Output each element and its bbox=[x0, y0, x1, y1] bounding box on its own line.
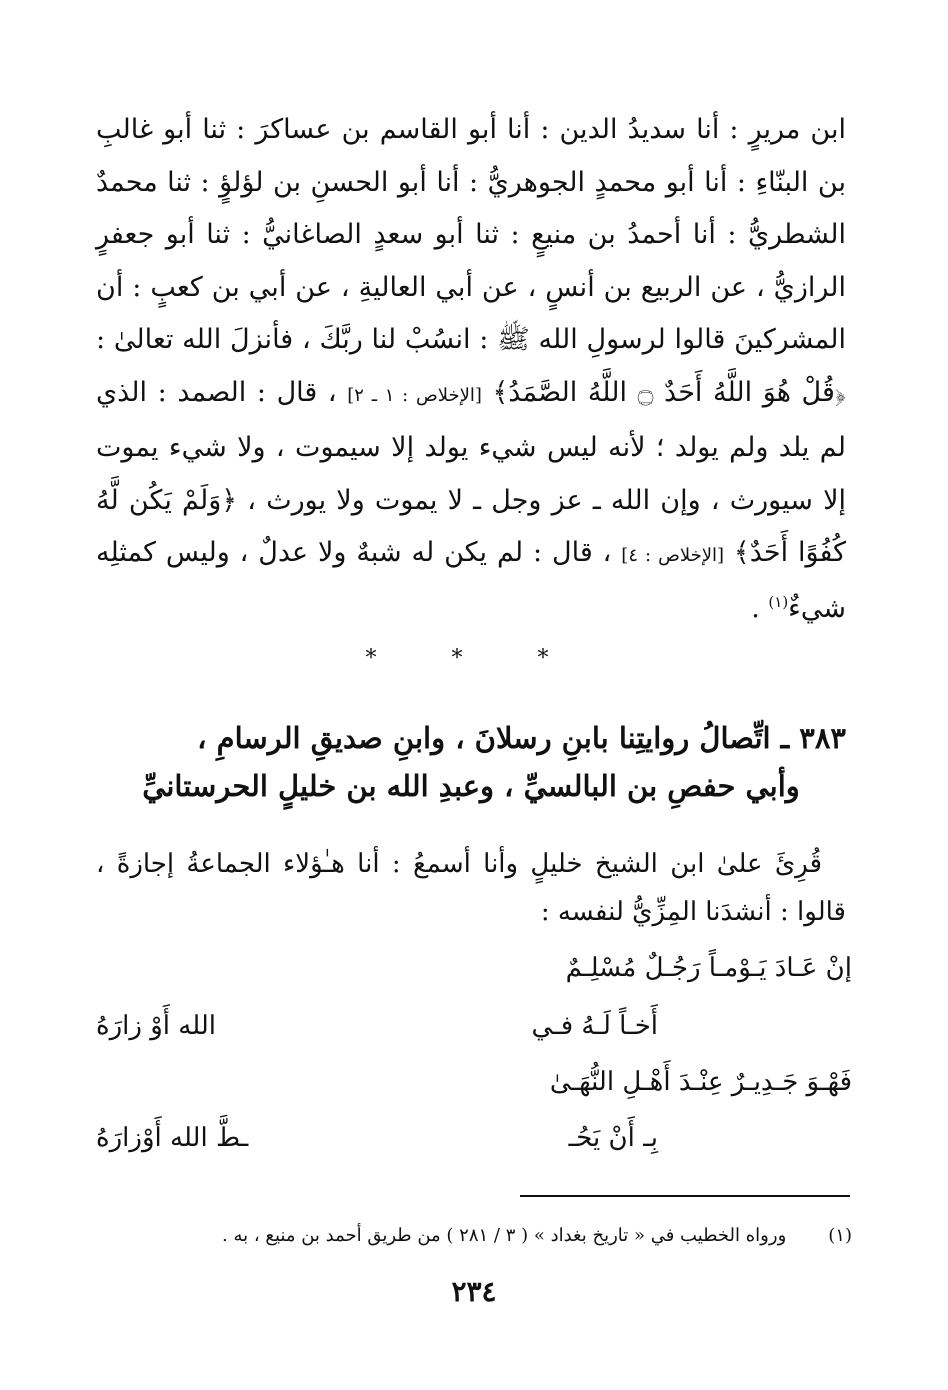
poem-verse-4-start: بِـ أَنْ يَحُـ bbox=[568, 1123, 658, 1153]
quran-verse-1: ﴿قُلْ هُوَ اللَّهُ أَحَدٌ ۝ اللَّهُ الصَّمَدُ﴾ bbox=[492, 376, 846, 408]
quran-reference-1: [الإخلاص : ١ ـ ٢] bbox=[347, 384, 482, 406]
page-number: ٢٣٤ bbox=[451, 1275, 497, 1308]
poem-verse-1: إنْ عَـادَ يَـوْمـاً رَجُـلٌ مُسْلِـمٌ bbox=[565, 953, 852, 983]
main-paragraph bbox=[96, 104, 846, 635]
quran-verse-2: ﴿وَلَمْ يَكُن لَّهُ كُفُوًا أَحَدٌ﴾ bbox=[96, 484, 846, 568]
footnote-divider bbox=[520, 1195, 850, 1197]
section-separator: * * * bbox=[365, 646, 583, 671]
poem-verse-2-start: أَخـاً لَـهُ فـي bbox=[531, 1011, 658, 1041]
footnote bbox=[102, 1222, 852, 1250]
intro-paragraph: قُرِئَ علىٰ ابن الشيخ خليلٍ وأنا أسمعُ : أنا هـٰؤلاء الجماعةُ إجازةً ، قالوا : أنشدَنا المِزِّيُّ لنفسه : bbox=[96, 849, 846, 927]
footnote-text: ورواه الخطيب في « تاريخ بغداد » ( ٣ / ٢٨١ ) من طريق أحمد بن منيع ، به . bbox=[222, 1225, 787, 1246]
footnote-number: (١) bbox=[828, 1225, 852, 1246]
heading-line-1: ٣٨٣ ـ اتِّصالُ روايتِنا بابنِ رسلانَ ، وابنِ صديقِ الرسامِ ، bbox=[197, 721, 846, 755]
paragraph-body bbox=[96, 104, 846, 635]
poem-verse-4-end: ـطَّ الله أَوْزارَهُ bbox=[96, 1123, 249, 1153]
section-heading bbox=[96, 714, 846, 810]
commentary-text: ، قال : الصمد : الذي لم يلد ولم يولد ؛ لأنه ليس شيء يولد إلا سيموت ، ولا شيء يموت إلا سيورث ، وإن الله ـ عز وجل ـ لا يموت ولا يورث ، bbox=[96, 376, 846, 516]
heading-line-2: وأبي حفصِ بن البالسيِّ ، وعبدِ الله بن خليلٍ الحرستانيِّ bbox=[142, 769, 800, 803]
poem-verse-2-end: الله أَوْ زارَهُ bbox=[96, 1011, 216, 1041]
footnote-marker[interactable]: (١) bbox=[768, 592, 789, 611]
poem-verse-3: فَهْـوَ جَـدِيـرٌ عِنْـدَ أَهْـلِ النُّهَـىٰ bbox=[549, 1067, 852, 1097]
quran-reference-2: [الإخلاص : ٤] bbox=[621, 545, 725, 566]
closing-text: ، قال : لم يكن له شبهٌ ولا عدلٌ ، وليس كمثلِه شيءٌ bbox=[96, 537, 846, 624]
isnad-text: ابن مريرٍ : أنا سديدُ الدين : أنا أبو القاسم بن عساكرَ : ثنا أبو غالبِ بن البنّاءِ : أنا أبو محمدٍ الجوهريُّ : أنا أبو الحسنِ بن لؤلؤٍ : ثنا محمدٌ الشطريُّ : أنا أحمدُ بن منيعٍ : ثنا أبو سعدٍ الصاغانيُّ : ثنا أبو جعفرٍ الرازيُّ ، عن الربيع بن أنسٍ ، عن أبي العاليةِ ، عن أبي بن كعبٍ : أن المشركينَ قالوا لرسولِ الله ﷺ : انسُبْ لنا ربَّكَ ، فأنزلَ الله تعالىٰ : bbox=[96, 114, 846, 355]
closing-period: . bbox=[751, 592, 760, 624]
